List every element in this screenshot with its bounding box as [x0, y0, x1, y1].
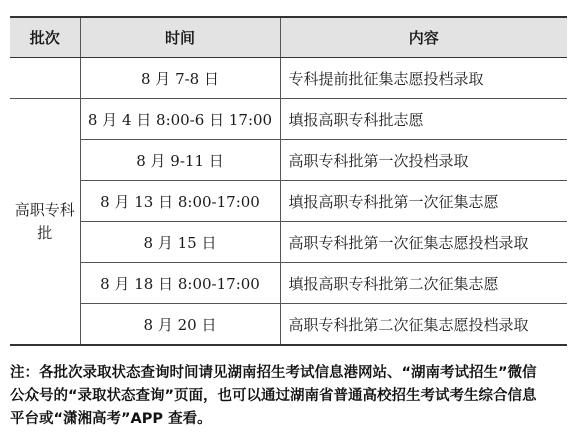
- time-cell: 8 月 9-11 日: [80, 140, 280, 181]
- batch-label-vocational: 高职专科批: [14, 200, 75, 242]
- footnote: 注：各批次录取状态查询时间请见湖南招生考试信息港网站、“湖南考试招生”微信公众号的“录取状态查询”页面，也可以通过湖南省普通高校招生考试考生综合信息平台或“潇湘高考”APP 查看。: [10, 365, 537, 427]
- admission-schedule-table: [10, 16, 567, 346]
- header-batch: 批次: [10, 17, 80, 58]
- table-row: [10, 58, 567, 99]
- content-cell: 填报高职专科批第一次征集志愿: [280, 181, 567, 222]
- batch-cell-vocational: [10, 99, 80, 346]
- table-row: [10, 181, 567, 222]
- table-row: [10, 99, 567, 140]
- batch-cell-early: [10, 58, 80, 99]
- table-header-row: [10, 17, 567, 58]
- table-row: [10, 222, 567, 263]
- content-cell: 填报高职专科批第二次征集志愿: [280, 263, 567, 304]
- time-cell: 8 月 20 日: [80, 304, 280, 346]
- header-time: 时间: [80, 17, 280, 58]
- content-cell: 高职专科批第一次征集志愿投档录取: [280, 222, 567, 263]
- table-row: [10, 140, 567, 181]
- content-cell: 高职专科批第一次投档录取: [280, 140, 567, 181]
- table-row: [10, 263, 567, 304]
- time-cell: 8 月 13 日 8:00-17:00: [80, 181, 280, 222]
- table-row: [10, 304, 567, 346]
- content-cell: 高职专科批第二次征集志愿投档录取: [280, 304, 567, 346]
- time-cell: 8 月 18 日 8:00-17:00: [80, 263, 280, 304]
- content-cell: 填报高职专科批志愿: [280, 99, 567, 140]
- content-cell: 专科提前批征集志愿投档录取: [280, 58, 567, 99]
- time-cell: 8 月 15 日: [80, 222, 280, 263]
- time-cell: 8 月 7-8 日: [80, 58, 280, 99]
- header-content: 内容: [280, 17, 567, 58]
- time-cell: 8 月 4 日 8:00-6 日 17:00: [80, 99, 280, 140]
